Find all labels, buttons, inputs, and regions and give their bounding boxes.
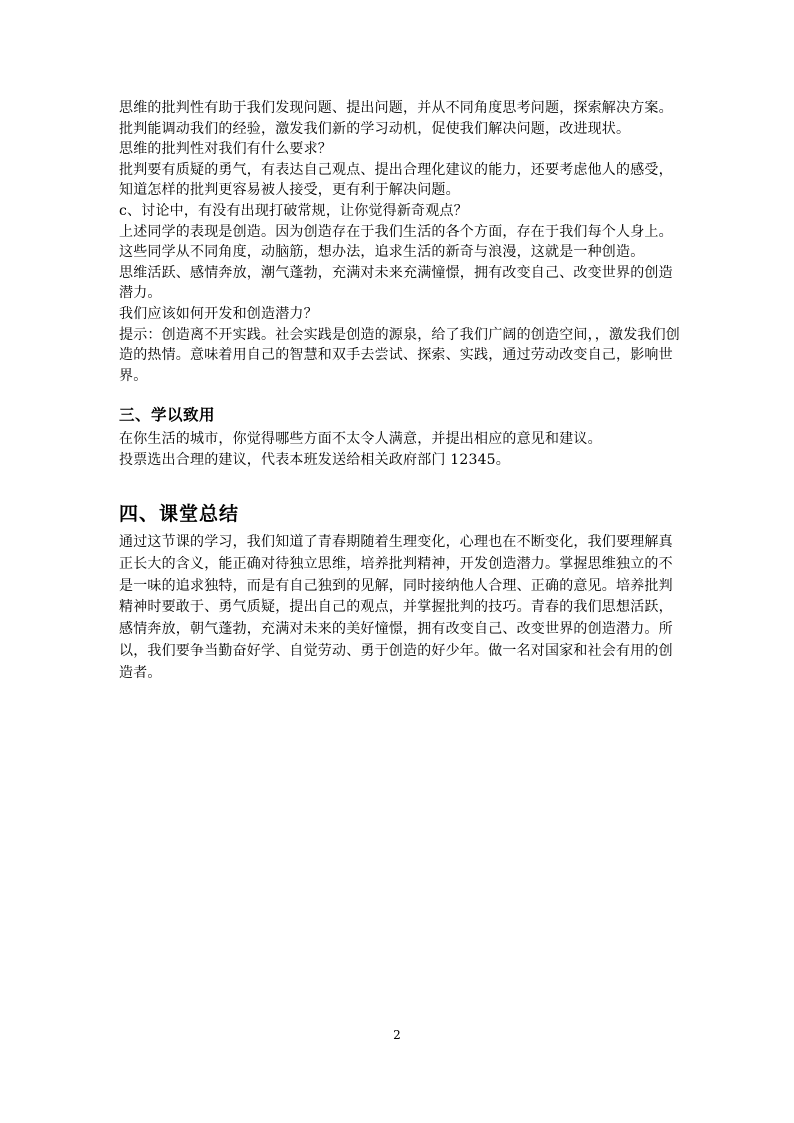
body-line: 提示：创造离不开实践。社会实践是创造的源泉，给了我们广阔的创造空间，，激发我们创 — [119, 326, 680, 343]
body-line: 思维的批判性对我们有什么要求？ — [119, 141, 332, 158]
body-line: 上述同学的表现是创造。因为创造存在于我们生活的各个方面，存在于我们每个人身上。 — [119, 223, 673, 240]
body-line: 投票选出合理的建议，代表本班发送给相关政府部门 12345。 — [119, 451, 510, 468]
body-line: 界。 — [119, 367, 148, 384]
body-line: c、讨论中，有没有出现打破常规，让你觉得新奇观点？ — [119, 202, 468, 219]
body-line: 思维的批判性有助于我们发现问题、提出问题，并从不同角度思考问题，探索解决方案。 — [119, 100, 673, 116]
body-line: 这些同学从不同角度，动脑筋，想办法，追求生活的新奇与浪漫，这就是一种创造。 — [119, 244, 645, 261]
body-line: 批判能调动我们的经验，激发我们新的学习动机，促使我们解决问题，改进现状。 — [119, 120, 631, 137]
apply-section — [119, 429, 679, 470]
body-line: 知道怎样的批判更容易被人接受，更有利于解决问题。 — [119, 182, 460, 199]
section-heading-apply: 三、学以致用 — [119, 405, 216, 424]
discussion-section — [119, 98, 679, 386]
body-line: 在你生活的城市，你觉得哪些方面不太令人满意，并提出相应的意见和建议。 — [119, 431, 602, 447]
body-line: 批判要有质疑的勇气，有表达自己观点、提出合理化建议的能力，还要考虑他人的感受， — [119, 161, 673, 178]
body-line: 造的热情。意味着用自己的智慧和双手去尝试、探索、实践，通过劳动改变自己，影响世 — [119, 347, 673, 364]
body-line: 潜力。 — [119, 285, 162, 302]
section-heading-summary: 四、课堂总结 — [119, 503, 240, 525]
body-line: 思维活跃、感情奔放，潮气蓬勃，充满对未来充满憧憬，拥有改变自己、改变世界的创造 — [119, 264, 673, 281]
summary-paragraph: 通过这节课的学习，我们知道了青春期随着生理变化，心理也在不断变化，我们要理解真正长大的含义，能正确对待独立思维，培养批判精神，开发创造潜力。掌握思维独立的不是一味的追求独特，而是有自己独到的见解，同时接纳他人合理、正确的意见。培养批判精神时要敢于、勇气质疑，提出自己的观点，并掌握批判的技巧。青春的我们思想活跃，感情奔放，朝气蓬勃，充满对未来的美好憧憬，拥有改变自己、改变世界的创造潜力。所以，我们要争当勤奋好学、自觉劳动、勇于创造的好少年。做一名对国家和社会有用的创造者。 — [119, 534, 673, 681]
body-line: 我们应该如何开发和创造潜力？ — [119, 305, 318, 322]
page-number: 2 — [393, 1028, 401, 1042]
